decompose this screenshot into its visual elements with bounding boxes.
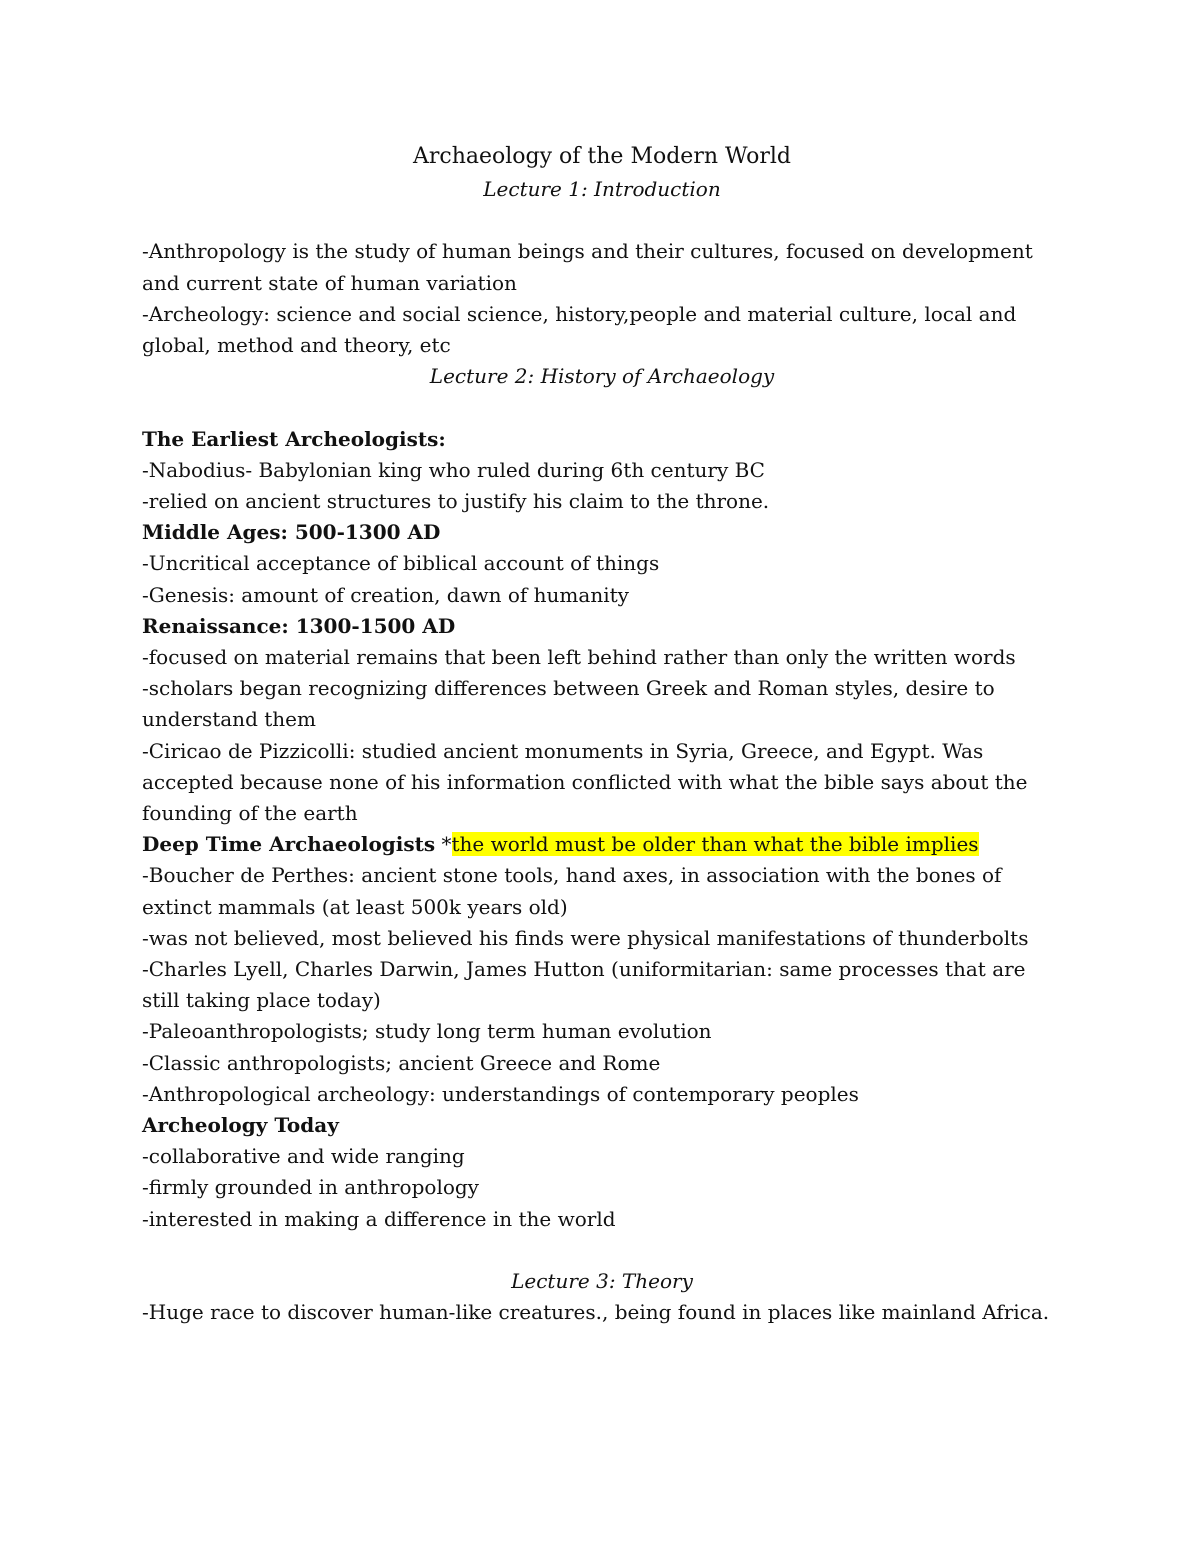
middle-ages-line: -Uncritical acceptance of biblical account of things xyxy=(142,551,660,576)
highlighted-note: the world must be older than what the bible implies xyxy=(451,832,979,857)
earliest-line: -Nabodius- Babylonian king who ruled during 6th century BC xyxy=(142,457,765,482)
lecture-1-heading: Lecture 1: Introduction xyxy=(483,177,721,201)
section-heading-deep-time: Deep Time Archaeologists xyxy=(142,832,436,857)
deep-time-line: -was not believed, most believed his finds were physical manifestations of thunderbolts xyxy=(142,925,1029,950)
lecture-1-line: -Archeology: science and social science, history,people and material culture, local and global, method and theory, etc xyxy=(142,301,1017,357)
today-line: -interested in making a difference in the world xyxy=(142,1206,616,1231)
deep-time-line: -Classic anthropologists; ancient Greece and Rome xyxy=(142,1050,661,1075)
note-prefix: * xyxy=(441,832,452,857)
blank-line xyxy=(142,392,1062,423)
document-page xyxy=(142,140,1062,1328)
middle-ages-line: -Genesis: amount of creation, dawn of humanity xyxy=(142,582,629,607)
section-heading-middle-ages: Middle Ages: 500-1300 AD xyxy=(142,520,441,545)
earliest-line: -relied on ancient structures to justify his claim to the throne. xyxy=(142,489,770,513)
renaissance-line: -focused on material remains that been left behind rather than only the written words xyxy=(142,645,1016,670)
blank-line xyxy=(142,205,1062,236)
section-heading-renaissance: Renaissance: 1300-1500 AD xyxy=(142,613,456,638)
renaissance-line: -Ciricao de Pizzicolli: studied ancient monuments in Syria, Greece, and Egypt. Was accepted because none of his information conflicted with what the bible says about the founding of the earth xyxy=(142,738,1028,826)
document-title: Archaeology of the Modern World xyxy=(412,144,792,169)
lecture-2-heading: Lecture 2: History of Archaeology xyxy=(429,364,775,389)
renaissance-line: -scholars began recognizing differences between Greek and Roman styles, desire to understand them xyxy=(142,676,995,732)
today-line: -firmly grounded in anthropology xyxy=(142,1175,479,1200)
lecture-1-line: -Anthropology is the study of human beings and their cultures, focused on development and current state of human variation xyxy=(142,239,1033,295)
deep-time-line: -Anthropological archeology: understandings of contemporary peoples xyxy=(142,1081,859,1106)
deep-time-heading-row xyxy=(142,829,1062,860)
section-heading-earliest: The Earliest Archeologists: xyxy=(142,426,446,451)
deep-time-line: -Charles Lyell, Charles Darwin, James Hutton (uniformitarian: same processes that are still taking place today) xyxy=(142,957,1026,1013)
today-line: -collaborative and wide ranging xyxy=(142,1144,465,1169)
lecture-3-line: -Huge race to discover human-like creatures., being found in places like mainland Africa. xyxy=(142,1300,1050,1325)
section-heading-today: Archeology Today xyxy=(142,1113,339,1138)
deep-time-line: -Boucher de Perthes: ancient stone tools, hand axes, in association with the bones of extinct mammals (at least 500k years old) xyxy=(142,863,1002,919)
deep-time-line: -Paleoanthropologists; study long term human evolution xyxy=(142,1019,712,1044)
lecture-3-heading: Lecture 3: Theory xyxy=(511,1269,693,1294)
blank-line xyxy=(142,1235,1062,1266)
